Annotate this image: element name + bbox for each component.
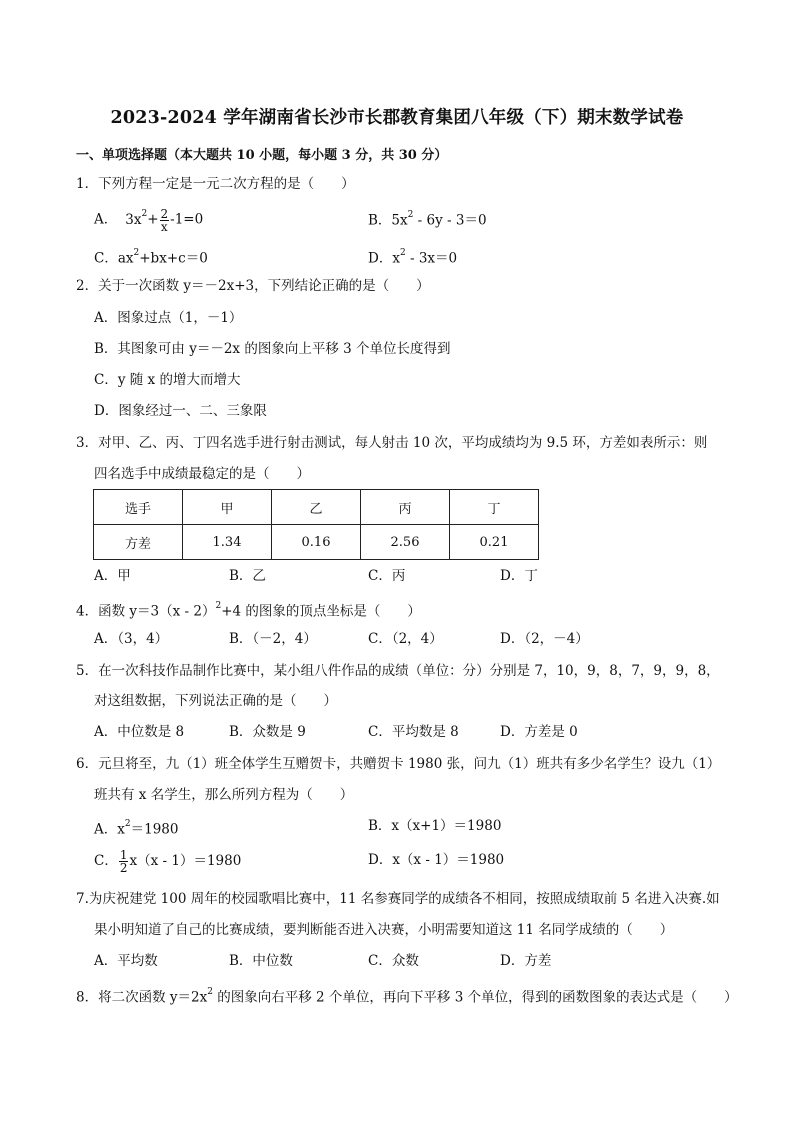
exam-title: 2023-2024 学年湖南省长沙市长郡教育集团八年级（下）期末数学试卷 bbox=[110, 108, 684, 128]
q6-stem-line2: 班共有 x 名学生，那么所列方程为（ ） bbox=[94, 787, 354, 803]
q5-option-a: A．中位数是 8 bbox=[94, 724, 185, 740]
q2-option-a: A．图象过点（1，－1） bbox=[94, 310, 243, 326]
q2-option-c: C．y 随 x 的增大而增大 bbox=[94, 372, 241, 388]
q3-stem-line2: 四名选手中成绩最稳定的是（ ） bbox=[94, 466, 310, 482]
table-cell: 乙 bbox=[272, 490, 361, 525]
q3-option-c: C．丙 bbox=[368, 568, 406, 584]
q6-option-a: A．$x^2=1980$ bbox=[94, 819, 179, 838]
table-cell: 方差 bbox=[94, 525, 183, 560]
table-cell: 丁 bbox=[450, 490, 539, 525]
table-row bbox=[94, 525, 539, 560]
table-cell: 甲 bbox=[183, 490, 272, 525]
q4-stem: 4．函数 y＝3（x - 2）$^2$+4 的图象的顶点坐标是（ ） bbox=[76, 601, 421, 620]
q7-option-c: C．众数 bbox=[368, 953, 419, 969]
q6-option-b: B．x（x+1）＝1980 bbox=[368, 818, 502, 834]
q7-option-b: B．中位数 bbox=[229, 953, 293, 969]
q5-option-b: B．众数是 9 bbox=[229, 724, 306, 740]
q7-option-a: A．平均数 bbox=[94, 953, 158, 969]
variance-table bbox=[93, 489, 539, 560]
section-heading: 一、单项选择题（本大题共 10 小题，每小题 3 分，共 30 分） bbox=[76, 148, 448, 163]
q6-stem-line1: 6．元旦将至，九（1）班全体学生互赠贺卡，共赠贺卡 1980 张，问九（1）班共有多少名学生？设九（1） bbox=[76, 756, 721, 772]
table-cell: 0.16 bbox=[272, 525, 361, 560]
q1-option-a: A． $3x^2+$ $\frac{2}{x}$ -1=0 bbox=[94, 206, 204, 234]
q4-option-c: C．（2，4） bbox=[368, 631, 443, 647]
q2-option-b: B．其图象可由 y＝－2x 的图象向上平移 3 个单位长度得到 bbox=[94, 341, 451, 357]
q6-option-d: D．x（x - 1）＝1980 bbox=[368, 852, 505, 868]
q1-stem: 1．下列方程一定是一元二次方程的是（ ） bbox=[76, 176, 355, 192]
q7-stem-line1: 7.为庆祝建党 100 周年的校园歌唱比赛中，11 名参赛同学的成绩各不相同，按照成绩取前 5 名进入决赛.如 bbox=[76, 891, 720, 907]
q4-option-d: D．（2，－4） bbox=[500, 631, 589, 647]
q6-option-c: C． $\frac{1}{2}$ x（x - 1）＝1980 bbox=[94, 848, 242, 875]
q5-stem-line1: 5．在一次科技作品制作比赛中，某小组八件作品的成绩（单位：分）分别是 7，10，9，8，7，9，9，8， bbox=[76, 663, 720, 679]
q3-option-b: B．乙 bbox=[229, 568, 266, 584]
q4-option-b: B．（－2，4） bbox=[229, 631, 317, 647]
q1-option-c: C．$ax^2+bx+c=0$ bbox=[94, 248, 208, 267]
q2-stem: 2．关于一次函数 y＝－2x+3，下列结论正确的是（ ） bbox=[76, 278, 430, 294]
q7-stem-line2: 果小明知道了自己的比赛成绩，要判断能否进入决赛，小明需要知道这 11 名同学成绩的（ ） bbox=[94, 922, 674, 938]
q1-fraction: $\frac{2}{x}$ bbox=[160, 206, 169, 234]
q3-stem-line1: 3．对甲、乙、丙、丁四名选手进行射击测试，每人射击 10 次，平均成绩均为 9.5 环，方差如表所示：则 bbox=[76, 435, 708, 451]
table-cell: 丙 bbox=[361, 490, 450, 525]
q6-fraction: $\frac{1}{2}$ bbox=[119, 848, 128, 875]
q8-stem: 8．将二次函数 $y=2x^2$ 的图象向右平移 2 个单位，再向下平移 3 个单位，得到的函数图象的表达式是（ ） bbox=[76, 987, 738, 1006]
q3-option-a: A．甲 bbox=[94, 568, 131, 584]
q2-option-d: D．图象经过一、二、三象限 bbox=[94, 403, 267, 419]
q4-option-a: A．（3，4） bbox=[94, 631, 169, 647]
q7-option-d: D．方差 bbox=[500, 953, 552, 969]
q3-option-d: D．丁 bbox=[500, 568, 538, 584]
q1-option-d: D．$x^2 - 3x=0$ bbox=[368, 248, 458, 267]
q1-option-b: B．$5x^2 - 6y - 3=0$ bbox=[368, 210, 487, 229]
table-cell: 选手 bbox=[94, 490, 183, 525]
table-cell: 0.21 bbox=[450, 525, 539, 560]
q5-option-c: C．平均数是 8 bbox=[368, 724, 459, 740]
table-cell: 1.34 bbox=[183, 525, 272, 560]
table-header-row bbox=[94, 490, 539, 525]
q5-stem-line2: 对这组数据，下列说法正确的是（ ） bbox=[94, 693, 337, 709]
table-cell: 2.56 bbox=[361, 525, 450, 560]
q5-option-d: D．方差是 0 bbox=[500, 724, 578, 740]
